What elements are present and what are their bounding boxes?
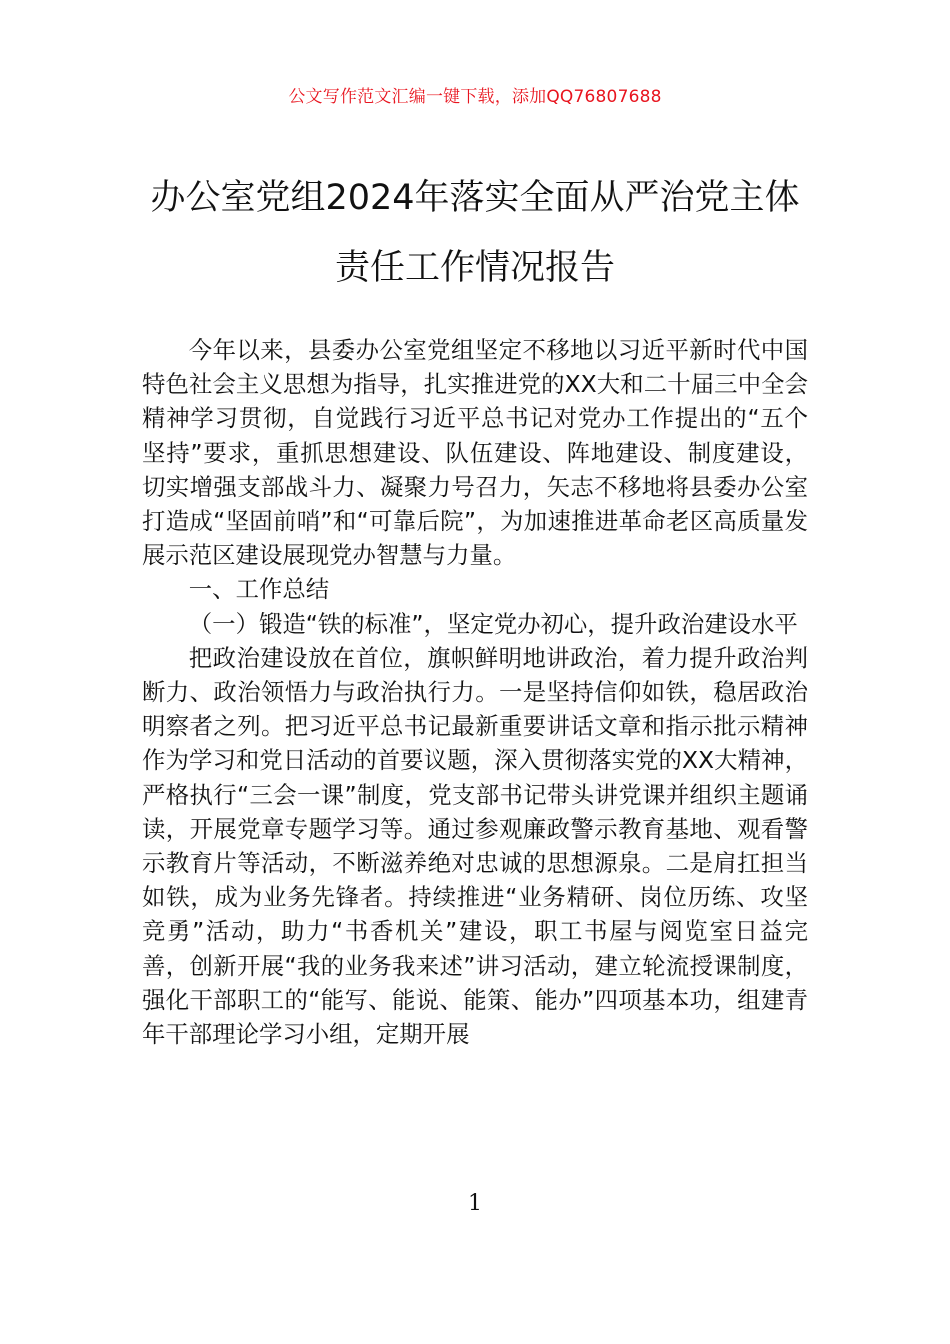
subsection-heading-1: （一）锻造“铁的标准”，坚定党办初心，提升政治建设水平 bbox=[188, 609, 798, 638]
download-notice: 公文写作范文汇编一键下载，添加QQ76807688 bbox=[288, 87, 662, 107]
document-title-line-1: 办公室党组2024年落实全面从严治党主体 bbox=[150, 178, 800, 218]
document-title-line-2: 责任工作情况报告 bbox=[334, 248, 615, 288]
section-heading-1: 一、工作总结 bbox=[188, 575, 330, 604]
body-paragraph: 把政治建设放在首位，旗帜鲜明地讲政治，着力提升政治判断力、政治领悟力与政治执行力。一是坚持信仰如铁，稳居政治明察者之列。把习近平总书记最新重要讲话文章和指示批示精神作为学习和党日活动的首要议题，深入贯彻落实党的XX大精神，严格执行“三会一课”制度，党支部书记带头讲党课并组织主题诵读，开展党章专题学习等。通过参观廉政警示教育基地、观看警示教育片等活动，不断滋养绝对忠诚的思想源泉。二是肩扛担当如铁，成为业务先锋者。持续推进“业务精研、岗位历练、攻坚竞勇”活动，助力“书香机关”建设，职工书屋与阅览室日益完善，创新开展“我的业务我来述”讲习活动，建立轮流授课制度，强化干部职工的“能写、能说、能策、能办”四项基本功，组建青年干部理论学习小组，定期开展 bbox=[142, 643, 808, 1049]
intro-paragraph: 今年以来，县委办公室党组坚定不移地以习近平新时代中国特色社会主义思想为指导，扎实推进党的XX大和二十届三中全会精神学习贯彻，自觉践行习近平总书记对党办工作提出的“五个坚持”要求，重抓思想建设、队伍建设、阵地建设、制度建设，切实增强支部战斗力、凝聚力号召力，矢志不移地将县委办公室打造成“坚固前哨”和“可靠后院”，为加速推进革命老区高质量发展示范区建设展现党办智慧与力量。 bbox=[142, 336, 808, 570]
document-body bbox=[142, 333, 808, 1051]
page-number: 1 bbox=[468, 1191, 482, 1216]
